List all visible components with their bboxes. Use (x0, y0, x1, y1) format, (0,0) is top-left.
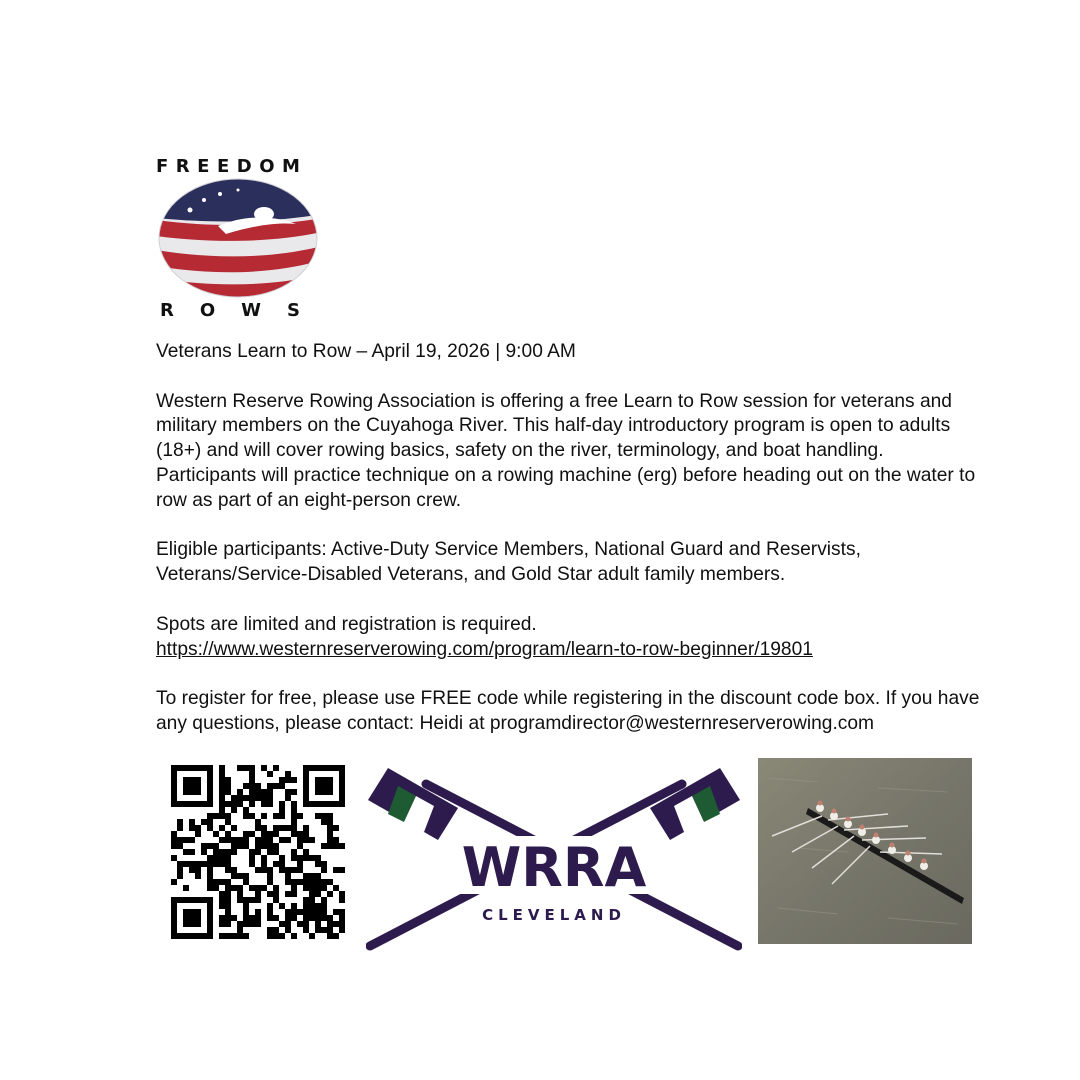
eligibility-text: Eligible participants: Active-Duty Service Members, National Guard and Reservists, Veterans/Service-Disabled Veterans, and Gold Star adult family members. (156, 539, 861, 586)
logo-top-word: FREEDOM (156, 156, 308, 177)
registration-link[interactable]: https://www.westernreserverowing.com/program/learn-to-row-beginner/19801 (156, 638, 813, 660)
register-instructions: To register for free, please use FREE code while registering in the discount code box. If you have any questions, please contact: Heidi at programdirector@westernreserverowing.com (156, 688, 980, 734)
event-description: Western Reserve Rowing Association is offering a free Learn to Row session for veterans and military members on the Cuyahoga River. This half-day introductory program is open to adults (18+) and will cover rowing basics, safety on the river, terminology, and boat handling. Participants will practice technique on a rowing machine (erg) before heading out on the water to row as part of an eight-person crew. (156, 390, 976, 511)
event-heading: Veterans Learn to Row – April 19, 2026 | 9:00 AM (156, 341, 576, 362)
qr-code-icon[interactable] (171, 765, 345, 939)
wrra-cleveland-logo (366, 762, 742, 954)
flag-oval-emblem (156, 174, 322, 300)
freedom-rows-logo (156, 154, 326, 326)
rowing-crew-photo (758, 758, 972, 944)
event-details (156, 340, 986, 737)
logo-bottom-word: ROWS (160, 300, 326, 321)
wrra-city: CLEVELAND (482, 906, 626, 924)
wrra-title: WRRA (461, 836, 647, 899)
spots-note: Spots are limited and registration is required. (156, 613, 537, 635)
